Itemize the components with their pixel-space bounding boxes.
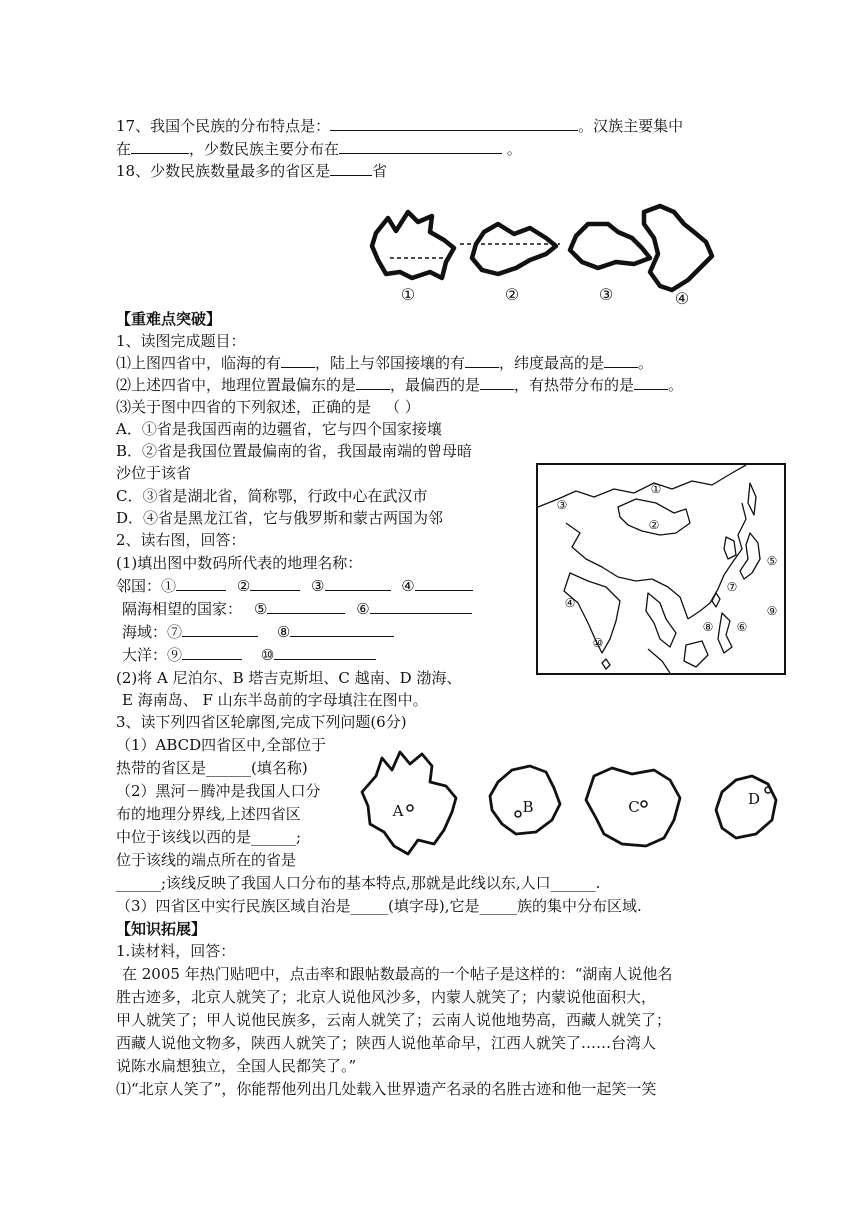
- asia-label-7: ⑦: [726, 580, 738, 594]
- q17-text-minority: ，少数民族主要分布在: [189, 140, 340, 158]
- s1q2-item2-line1: (2)将 A 尼泊尔、B 塔吉克斯坦、C 越南、D 渤海、: [116, 669, 462, 687]
- province-label-2: ②: [504, 285, 520, 304]
- q17-line2: [116, 139, 522, 159]
- outline-label-a: A: [392, 802, 404, 820]
- s1q2-sea-neighbors-row: [122, 599, 472, 619]
- asia-label-2: ②: [648, 518, 660, 532]
- s1q1-i1-blank-coastal[interactable]: [281, 353, 315, 368]
- province-outlines-abcd: [356, 740, 796, 870]
- s1q1-i1-text-c: ，纬度最高的是: [499, 354, 605, 372]
- q17-text: 17、我国个民族的分布特点是：: [116, 117, 331, 135]
- sea-num-8: ⑧: [276, 623, 291, 641]
- s1q3-line5: 中位于该线以西的是______;: [116, 828, 302, 846]
- s1q1-i1-text-b: ，陆上与邻国接壤的有: [315, 354, 466, 372]
- s1q1-i3-text: ⑶关于图中四省的下列叙述，正确的是: [116, 398, 372, 416]
- ocean-num-9: ⑨: [167, 646, 183, 664]
- s1q1-i2-blank-east[interactable]: [356, 375, 390, 390]
- asia-label-8: ⑧: [702, 620, 714, 634]
- province-outline-4: [644, 206, 712, 290]
- sea-num-7: ⑦: [167, 623, 183, 641]
- s1q1-item1: [116, 353, 653, 373]
- ext-paragraph-line5: 说陈水扁想独立，全国人民都笑了。”: [116, 1057, 357, 1075]
- section-title-knowledge-extension: 【知识拓展】: [116, 920, 207, 938]
- asia-label-1: ①: [650, 482, 662, 496]
- s1q1-i1-text-a: ⑴上图四省中，临海的有: [116, 354, 282, 372]
- s1q2-oceans-row: [122, 645, 376, 665]
- s1q1-item2: [116, 375, 683, 395]
- province-outline-2: [472, 224, 556, 274]
- s1q3-line2: 热带的省区是______(填名称): [116, 759, 308, 777]
- neighbor-blank-2[interactable]: [250, 576, 300, 591]
- asia-map: [536, 463, 786, 675]
- s1q1-i3-answer-bracket[interactable]: （ ）: [385, 398, 420, 416]
- s1q3-line8: （3）四省区中实行民族区域自治是_____(填字母),它是_____族的集中分布区域.: [116, 897, 642, 915]
- sea-blank-8[interactable]: [290, 622, 394, 637]
- sea-neighbors-label: 隔海相望的国家：: [122, 600, 243, 618]
- seas-label: 海域：: [122, 623, 168, 641]
- neighbor-blank-4[interactable]: [415, 576, 473, 591]
- s1q2-neighbors-row: [116, 576, 473, 596]
- sea-neighbor-num-6: ⑥: [356, 600, 370, 618]
- asia-label-10: ⑩: [592, 636, 604, 650]
- ext-paragraph-line3: 甲人就笑了；甲人说他民族多，云南人就笑了；云南人说他地势高，西藏人就笑了；: [116, 1011, 672, 1029]
- province-outline-1: [372, 212, 454, 278]
- oceans-label: 大洋：: [122, 646, 168, 664]
- province-outline-3: [570, 224, 650, 268]
- s1q1-i2-blank-tropical[interactable]: [634, 375, 668, 390]
- neighbor-num-3: ③: [311, 577, 325, 595]
- s1q1-option-b[interactable]: B．②省是我国位置最偏南的省，我国最南端的曾母暗: [116, 442, 473, 460]
- q17-text-han: 。汉族主要集中: [578, 117, 684, 135]
- s1q1-i2-text-b: ，最偏西的是: [390, 376, 481, 394]
- s1q1-item3: [116, 397, 420, 417]
- s1q3-line1: （1）ABCD四省区中,全部位于: [116, 736, 326, 754]
- outline-d: [716, 776, 776, 838]
- s1q3-line6: 位于该线的端点所在的省是: [116, 851, 297, 869]
- province-label-4: ④: [674, 289, 690, 308]
- neighbor-num-4: ④: [401, 577, 415, 595]
- q17-blank-han-area[interactable]: [131, 139, 189, 154]
- q17-line1: [116, 116, 683, 136]
- neighbor-blank-3[interactable]: [325, 576, 391, 591]
- asia-label-9: ⑨: [766, 604, 778, 618]
- neighbor-num-1: ①: [161, 577, 177, 595]
- neighbor-num-2: ②: [236, 577, 251, 595]
- q18-blank[interactable]: [330, 161, 372, 176]
- ext-paragraph-line2: 胜古迹多，北京人就笑了；北京人说他风沙多，内蒙人就笑了；内蒙说他面积大，: [116, 988, 657, 1006]
- s1q1-option-d[interactable]: D．④省是黑龙江省，它与俄罗斯和蒙古两国为邻: [116, 509, 444, 527]
- ext-paragraph-line1: 在 2005 年热门贴吧中，点击率和跟帖数最高的一个帖子是这样的：“湖南人说他名: [122, 965, 673, 983]
- s1q2-item2-line2: E 海南岛、 F 山东半岛前的字母填注在图中。: [122, 691, 428, 709]
- outline-label-d: D: [747, 790, 761, 808]
- s1q1-i1-blank-border[interactable]: [465, 353, 499, 368]
- s1q3-line3: （2）黑河－腾冲是我国人口分: [116, 782, 321, 800]
- s1q2-item1: (1)填出图中数码所代表的地理名称：: [116, 554, 363, 572]
- ext-question1: ⑴“北京人笑了”，你能帮他列出几处载入世界遗产名录的名胜古迹和他一起笑一笑: [116, 1080, 657, 1098]
- outline-a: [362, 752, 456, 854]
- neighbor-blank-1[interactable]: [176, 576, 226, 591]
- provinces-outline-map: [360, 198, 720, 308]
- q17-text-in: 在: [116, 140, 132, 158]
- s1q1-option-a[interactable]: A．①省是我国西南的边疆省，它与四个国家接壤: [116, 420, 442, 438]
- asia-label-3: ③: [556, 498, 568, 512]
- q18-text: 18、少数民族数量最多的省区是: [116, 162, 331, 180]
- s1q1-heading: 1、读图完成题目：: [116, 332, 246, 350]
- s1q1-i1-text-d: 。: [638, 354, 654, 372]
- sea-neighbor-blank-6[interactable]: [370, 599, 472, 614]
- ext-heading: 1.读材料，回答：: [116, 942, 236, 960]
- s1q1-i2-blank-west[interactable]: [480, 375, 514, 390]
- province-label-1: ①: [400, 285, 416, 304]
- s1q1-i2-text-d: 。: [668, 376, 684, 394]
- ocean-blank-9[interactable]: [182, 645, 242, 660]
- s1q3-line7: ______;该线反映了我国人口分布的基本特点,那就是此线以东,人口______.: [116, 874, 601, 892]
- sea-neighbor-blank-5[interactable]: [267, 599, 345, 614]
- neighbors-label: 邻国：: [116, 577, 162, 595]
- q18-line: [116, 161, 387, 181]
- s1q2-seas-row: [122, 622, 394, 642]
- sea-blank-7[interactable]: [182, 622, 258, 637]
- s1q3-line4: 布的地理分界线,上述四省区: [116, 805, 301, 823]
- s1q3-heading: 3、读下列四省区轮廓图,完成下列问题(6分): [116, 713, 407, 731]
- ocean-blank-10[interactable]: [274, 645, 376, 660]
- asia-label-6: ⑥: [736, 620, 748, 634]
- q17-text-end: 。: [502, 140, 522, 158]
- outline-label-b: B: [522, 798, 534, 816]
- q17-blank-distribution[interactable]: [330, 116, 578, 131]
- s1q1-option-b-cont: 沙位于该省: [116, 464, 192, 482]
- ocean-num-10: ⑩: [260, 646, 275, 664]
- section-title-key-points: 【重难点突破】: [116, 310, 222, 328]
- sea-neighbor-num-5: ⑤: [254, 600, 268, 618]
- s1q2-heading: 2、读右图，回答：: [116, 531, 246, 549]
- s1q1-option-c[interactable]: C．③省是湖北省，简称鄂，行政中心在武汉市: [116, 487, 428, 505]
- ext-paragraph-line4: 西藏人说他文物多，陕西人就笑了；陕西人说他革命早，江西人就笑了……台湾人: [116, 1034, 657, 1052]
- province-label-3: ③: [598, 285, 614, 304]
- s1q1-i2-text-a: ⑵上述四省中，地理位置最偏东的是: [116, 376, 357, 394]
- s1q1-i2-text-c: ，有热带分布的是: [514, 376, 635, 394]
- q17-blank-minority-area[interactable]: [339, 139, 502, 154]
- s1q1-i1-blank-latitude[interactable]: [604, 353, 638, 368]
- asia-label-5: ⑤: [766, 554, 778, 568]
- outline-label-c: C: [628, 798, 640, 816]
- asia-label-4: ④: [564, 596, 576, 610]
- q18-text-end: 省: [372, 162, 388, 180]
